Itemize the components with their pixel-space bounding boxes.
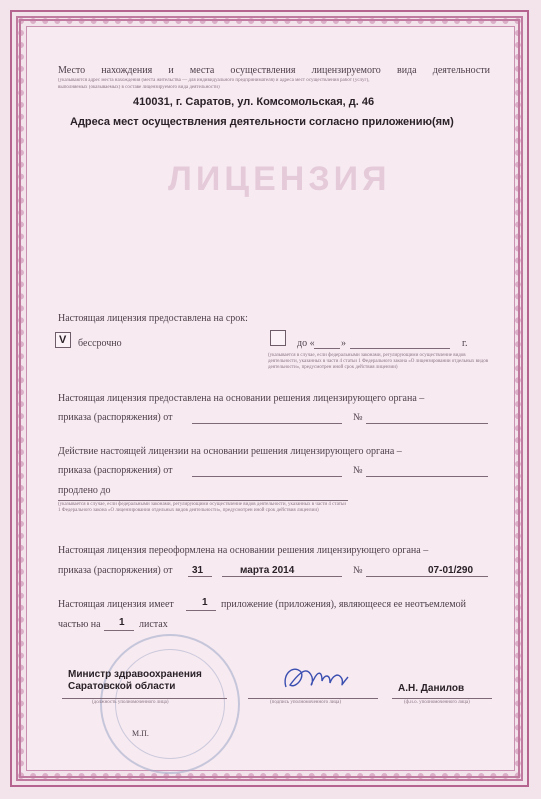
until-mid: » xyxy=(341,338,346,349)
appendix-middle: приложение (приложения), являющееся ее неотъемлемой xyxy=(221,599,466,610)
address: 410031, г. Саратов, ул. Комсомольская, д. 46 xyxy=(133,96,375,108)
indefinite-label: бессрочно xyxy=(78,338,122,349)
stamp-label: М.П. xyxy=(132,729,149,738)
basis-num-line xyxy=(366,423,488,424)
name-line xyxy=(392,698,492,699)
extended-label: продлено до xyxy=(58,485,111,496)
appendix-sheets-line xyxy=(104,630,134,631)
reissue-month-year: марта 2014 xyxy=(240,565,295,576)
reissue-day: 31 xyxy=(192,565,204,576)
reissue-day-line xyxy=(188,576,212,577)
extended-line xyxy=(58,500,348,501)
appendix-sheets-label: листах xyxy=(139,619,168,630)
name-note: (ф.и.о. уполномоченного лица) xyxy=(404,700,470,705)
appendix-part-prefix: частью на xyxy=(58,619,101,630)
watermark-title: ЛИЦЕНЗИЯ xyxy=(168,160,391,198)
place-note-1: (указываются адрес места нахождения (места жительства — для индивидуального предпринимателя) и адреса мест осуществления работ (услуг), xyxy=(58,78,370,83)
extension-date-line xyxy=(192,476,342,477)
reissue-num-line xyxy=(366,576,488,577)
addresses-note: Адреса мест осуществления деятельности согласно приложению(ям) xyxy=(70,116,454,128)
until-note: (указывается в случае, если федеральными законами, регулирующими осуществление видов деятельности, указанных в части 4 статьи 1 Федерального закона «О лицензировании отдельных видов деятельности», предусмотрен иной срок действия лицензии) xyxy=(268,353,489,370)
position-line-2: Саратовской области xyxy=(68,681,176,692)
term-label: Настоящая лицензия предоставлена на срок: xyxy=(58,313,248,324)
until-month-line xyxy=(350,348,450,349)
basis-num-label: № xyxy=(353,412,363,423)
signature-scribble xyxy=(278,657,358,697)
position-line-1: Министр здравоохранения xyxy=(68,669,202,680)
until-prefix: до « xyxy=(297,338,315,349)
extension-order-label: приказа (распоряжения) от xyxy=(58,465,173,476)
place-label: Место нахождения и места осуществления лицензируемого вида деятельности xyxy=(58,65,490,76)
extension-label: Действие настоящей лицензии на основании решения лицензирующего органа – xyxy=(58,446,402,457)
place-note-2: выполняемых (оказываемых) в составе лицензируемого вида деятельности) xyxy=(58,85,220,90)
basis-date-line xyxy=(192,423,342,424)
until-day-line xyxy=(314,348,340,349)
reissue-num-label: № xyxy=(353,565,363,576)
position-line xyxy=(62,698,227,699)
basis-order-label: приказа (распоряжения) от xyxy=(58,412,173,423)
reissue-number: 07-01/290 xyxy=(428,565,474,576)
appendix-count: 1 xyxy=(202,597,208,608)
extension-note: (указывается в случае, если федеральными законами, регулирующими осуществление видов деятельности, указанных в части 4 статьи 1 Федерального закона «О лицензировании отдельных видов деятельности», предусмотрен иной срок действия лицензии) xyxy=(58,502,346,513)
position-note: (должность уполномоченного лица) xyxy=(92,700,169,705)
check-mark: V xyxy=(59,334,67,346)
until-checkbox xyxy=(270,330,286,346)
appendix-count-line xyxy=(186,610,216,611)
until-suffix: г. xyxy=(462,338,468,349)
sign-line xyxy=(248,698,378,699)
reissue-date-line xyxy=(222,576,342,577)
reissue-label: Настоящая лицензия переоформлена на основании решения лицензирующего органа – xyxy=(58,545,429,556)
reissue-order-label: приказа (распоряжения) от xyxy=(58,565,173,576)
sign-note: (подпись уполномоченного лица) xyxy=(270,700,342,705)
appendix-sheets: 1 xyxy=(119,617,125,628)
appendix-prefix: Настоящая лицензия имеет xyxy=(58,599,174,610)
basis-label: Настоящая лицензия предоставлена на основании решения лицензирующего органа – xyxy=(58,393,425,404)
indefinite-checkbox xyxy=(55,332,71,348)
extension-num-line xyxy=(366,476,488,477)
official-name: А.Н. Данилов xyxy=(398,683,465,694)
extension-num-label: № xyxy=(353,465,363,476)
